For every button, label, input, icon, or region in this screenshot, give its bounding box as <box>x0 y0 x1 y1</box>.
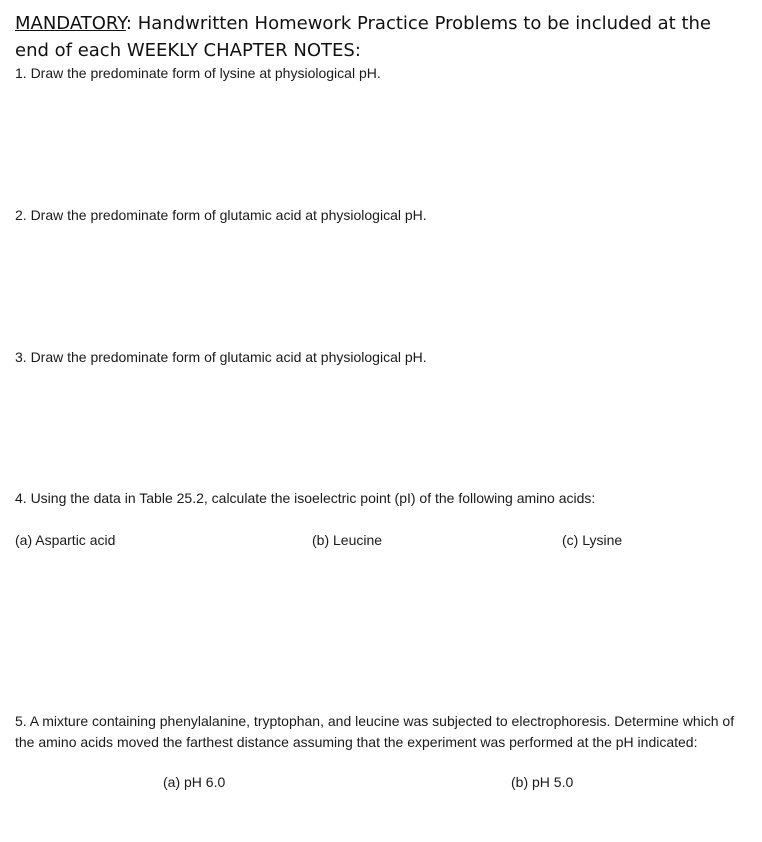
question-4-option-b: (b) Leucine <box>312 532 383 548</box>
question-4-option-a: (a) Aspartic acid <box>15 532 116 548</box>
question-3: 3. Draw the predominate form of glutamic acid at physiological pH. <box>15 349 427 365</box>
page-heading <box>15 10 745 64</box>
question-5-option-b: (b) pH 5.0 <box>511 774 574 790</box>
question-2: 2. Draw the predominate form of glutamic acid at physiological pH. <box>15 207 427 223</box>
question-5: 5. A mixture containing phenylalanine, tryptophan, and leucine was subjected to electrophoresis. Determine which of the amino acids moved the farthest distance assuming that the experiment was performed at the pH indicated: <box>15 713 735 750</box>
question-4: 4. Using the data in Table 25.2, calculate the isoelectric point (pI) of the following amino acids: <box>15 490 596 506</box>
mandatory-label: MANDATORY <box>15 13 126 34</box>
question-4-option-c: (c) Lysine <box>562 532 623 548</box>
question-5-option-a: (a) pH 6.0 <box>163 774 226 790</box>
question-1: 1. Draw the predominate form of lysine at physiological pH. <box>15 65 381 81</box>
heading-text: : Handwritten Homework Practice Problems to be included at the end of each WEEKLY CHAPTER NOTES: <box>15 13 712 61</box>
